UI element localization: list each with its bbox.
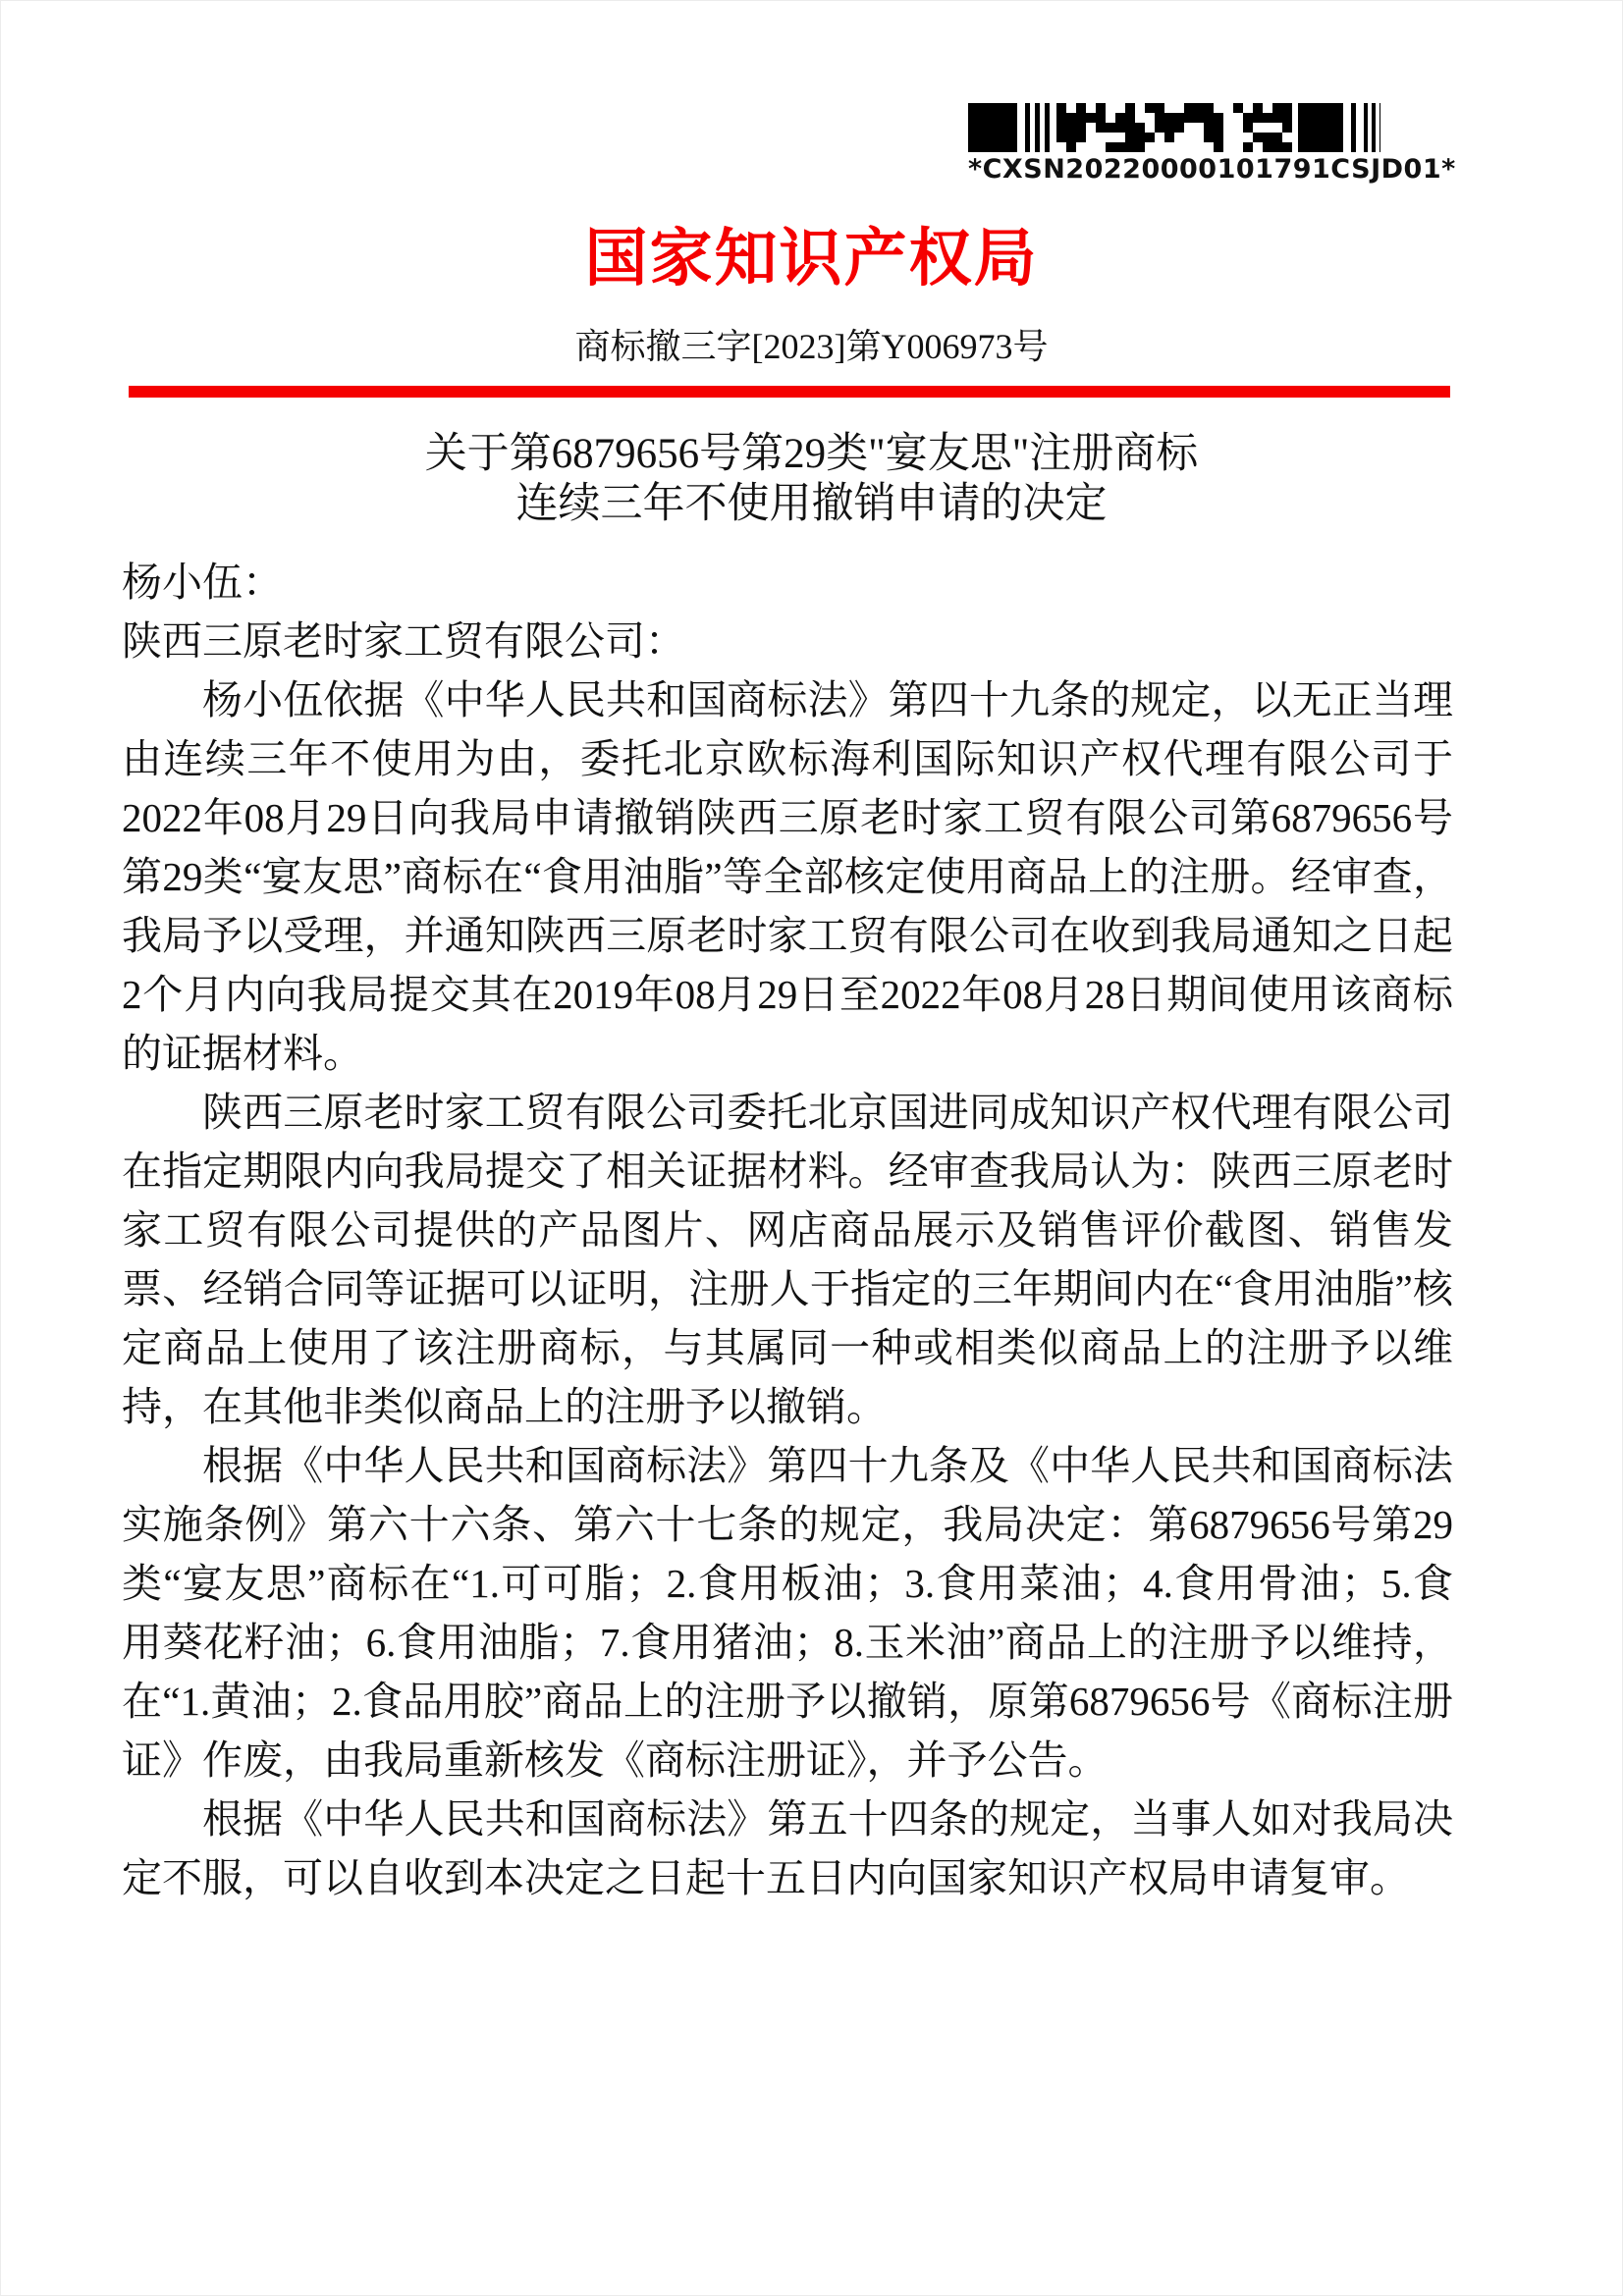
paragraph: 陕西三原老时家工贸有限公司委托北京国进同成知识产权代理有限公司在指定期限内向我局提交了相关证据材料。经审查我局认为：陕西三原老时家工贸有限公司提供的产品图片、网店商品展示及销售评价截图、销售发票、经销合同等证据可以证明，注册人于指定的三年期间内在“食用油脂”核定商品上使用了该注册商标，与其属同一种或相类似商品上的注册予以维持，在其他非类似商品上的注册予以撤销。 [122, 1090, 1453, 1429]
barcode-label: *CXSN20220000101791CSJD01* [968, 154, 1456, 185]
decision-title-line2: 连续三年不使用撤销申请的决定 [515, 481, 1108, 527]
document-body [122, 553, 1453, 1907]
paragraph: 杨小伍依据《中华人民共和国商标法》第四十九条的规定，以无正当理由连续三年不使用为由，委托北京欧标海利国际知识产权代理有限公司于2022年08月29日向我局申请撤销陕西三原老时家工贸有限公司第6879656号第29类“宴友思”商标在“食用油脂”等全部核定使用商品上的注册。经审查，我局予以受理，并通知陕西三原老时家工贸有限公司在收到我局通知之日起2个月内向我局提交其在2019年08月29日至2022年08月28日期间使用该商标的证据材料。 [122, 677, 1453, 1076]
paragraph: 根据《中华人民共和国商标法》第五十四条的规定，当事人如对我局决定不服，可以自收到本决定之日起十五日内向国家知识产权局申请复审。 [122, 1796, 1453, 1900]
recipient-line: 陕西三原老时家工贸有限公司： [122, 618, 685, 664]
red-divider [129, 386, 1450, 398]
decision-title-line1: 关于第6879656号第29类"宴友思"注册商标 [424, 431, 1199, 477]
barcode-icon [968, 103, 1380, 152]
barcode-block [968, 103, 1456, 185]
paragraph: 根据《中华人民共和国商标法》第四十九条及《中华人民共和国商标法实施条例》第六十六条、第六十七条的规定，我局决定：第6879656号第29类“宴友思”商标在“1.可可脂；2.食用板油；3.食用菜油；4.食用骨油；5.食用葵花籽油；6.食用油脂；7.食用猪油；8.玉米油”商品上的注册予以维持，在“1.黄油；2.食品用胶”商品上的注册予以撤销，原第6879656号《商标注册证》作废，由我局重新核发《商标注册证》，并予公告。 [122, 1443, 1453, 1783]
recipient-line: 杨小伍： [122, 560, 283, 605]
doc-number: 商标撤三字[2023]第Y006973号 [574, 327, 1049, 366]
agency-title: 国家知识产权局 [584, 224, 1039, 294]
decision-title [1, 429, 1622, 529]
